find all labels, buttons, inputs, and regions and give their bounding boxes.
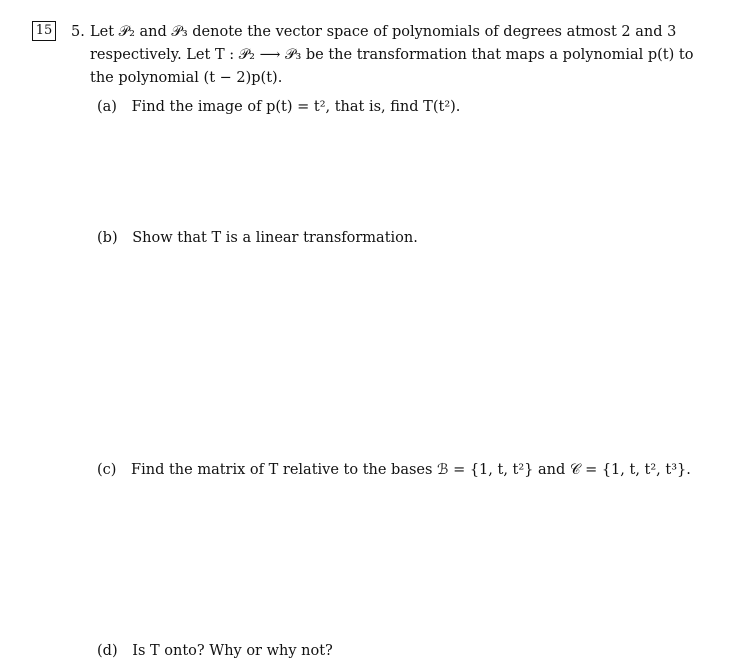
question-text-line-3: the polynomial (t − 2)p(t).: [90, 70, 283, 86]
question-text-line-2: respectively. Let T : 𝒫₂ ⟶ 𝒫₃ be the transformation that maps a polynomial p(t) to: [90, 47, 694, 63]
question-number: 5.: [71, 24, 85, 40]
part-b-label: (b): [97, 230, 118, 246]
part-b: [97, 228, 418, 248]
part-d-label: (d): [97, 643, 118, 659]
part-c: [97, 460, 691, 480]
question-box-number: 15: [32, 21, 56, 41]
part-a-label: (a): [97, 99, 117, 115]
part-d-text: Is T onto? Why or why not?: [132, 643, 333, 659]
question-text-line-1: Let 𝒫₂ and 𝒫₃ denote the vector space of polynomials of degrees atmost 2 and 3: [90, 24, 677, 40]
part-a: [97, 97, 460, 117]
part-c-label: (c): [97, 462, 117, 478]
part-d: [97, 641, 333, 661]
part-b-text: Show that T is a linear transformation.: [132, 230, 418, 246]
part-a-text: Find the image of p(t) = t², that is, find T(t²).: [131, 99, 461, 115]
part-c-text: Find the matrix of T relative to the bases ℬ = {1, t, t²} and 𝒞 = {1, t, t², t³}.: [131, 462, 691, 478]
